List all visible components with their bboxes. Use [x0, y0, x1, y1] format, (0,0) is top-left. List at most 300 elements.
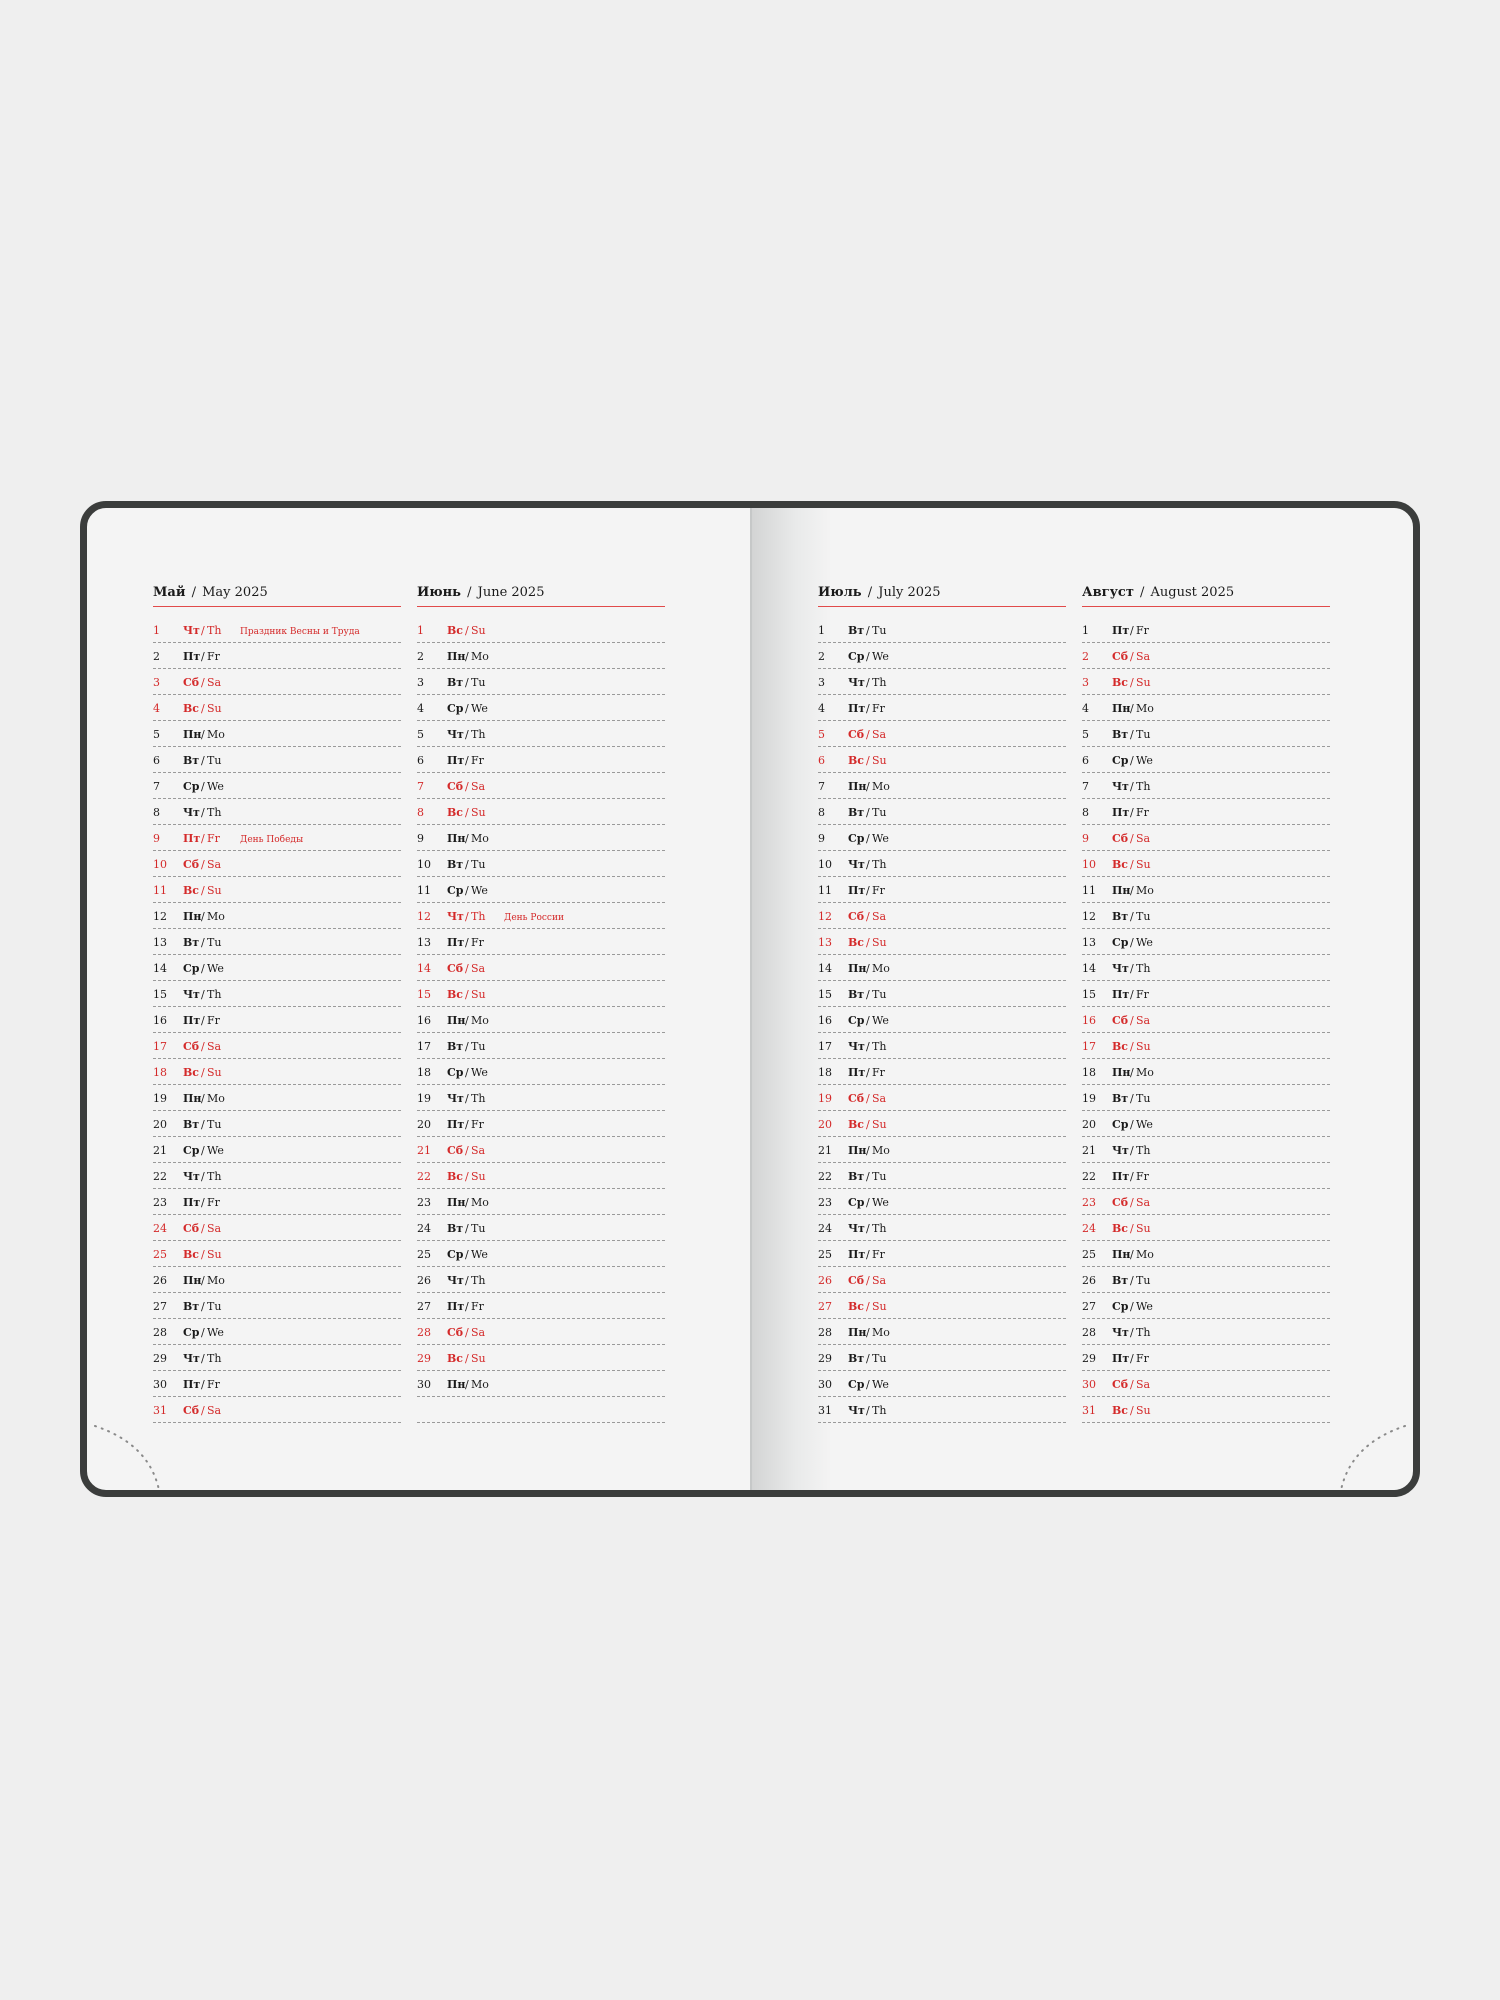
day-number: 18 [1082, 1066, 1096, 1079]
day-weekday-en: Mo [1136, 702, 1154, 715]
day-weekday-ru: Ср [848, 1014, 865, 1027]
day-row [1082, 955, 1330, 981]
day-row [1082, 1241, 1330, 1267]
day-weekday-separator: / [465, 780, 469, 793]
day-weekday-ru: Сб [183, 858, 200, 871]
day-weekday-en: We [207, 780, 224, 793]
day-weekday-separator: / [201, 624, 205, 637]
day-number: 15 [818, 988, 832, 1001]
day-weekday-ru: Чт [447, 1092, 464, 1105]
day-number: 17 [1082, 1040, 1096, 1053]
day-weekday-en: We [872, 650, 889, 663]
day-weekday-en: We [207, 962, 224, 975]
day-weekday-en: Sa [207, 858, 222, 871]
day-row [1082, 1059, 1330, 1085]
day-weekday-en: Fr [1136, 1352, 1149, 1365]
month-june [417, 584, 665, 1423]
day-weekday-ru: Ср [447, 1066, 464, 1079]
day-weekday-en: Mo [1136, 1066, 1154, 1079]
day-row [818, 1189, 1066, 1215]
day-weekday-ru: Вс [848, 1118, 864, 1131]
day-row [417, 1059, 665, 1085]
day-row [153, 1163, 401, 1189]
day-weekday-ru: Вс [447, 1352, 463, 1365]
day-weekday-separator: / [866, 988, 870, 1001]
day-weekday-en: Tu [207, 1118, 222, 1131]
day-weekday-ru: Сб [1112, 1378, 1129, 1391]
day-number: 20 [153, 1118, 167, 1131]
day-number: 19 [1082, 1092, 1096, 1105]
day-row [1082, 1163, 1330, 1189]
day-number: 20 [1082, 1118, 1096, 1131]
day-weekday-en: Mo [872, 1144, 890, 1157]
day-weekday-ru: Сб [848, 728, 865, 741]
day-row [417, 1137, 665, 1163]
day-weekday-en: Tu [471, 858, 486, 871]
day-weekday-en: We [1136, 754, 1153, 767]
day-number: 14 [1082, 962, 1096, 975]
day-weekday-separator: / [866, 1170, 870, 1183]
day-number: 26 [417, 1274, 431, 1287]
day-number: 22 [153, 1170, 167, 1183]
day-weekday-separator: / [866, 832, 870, 845]
day-number: 19 [818, 1092, 832, 1105]
day-weekday-separator: / [465, 650, 469, 663]
day-weekday-ru: Ср [447, 702, 464, 715]
day-row [153, 1085, 401, 1111]
day-weekday-separator: / [465, 936, 469, 949]
day-weekday-ru: Чт [183, 988, 200, 1001]
day-row [818, 825, 1066, 851]
day-weekday-en: Su [207, 702, 222, 715]
day-weekday-ru: Пт [1112, 1170, 1130, 1183]
day-row [1082, 1345, 1330, 1371]
day-weekday-separator: / [465, 988, 469, 1001]
day-weekday-separator: / [1130, 1196, 1134, 1209]
day-row [417, 1007, 665, 1033]
day-number: 7 [1082, 780, 1089, 793]
day-weekday-en: Fr [207, 832, 220, 845]
day-number: 15 [417, 988, 431, 1001]
day-row [417, 981, 665, 1007]
day-weekday-en: Sa [872, 910, 887, 923]
day-row [153, 1345, 401, 1371]
day-weekday-en: We [872, 1196, 889, 1209]
day-row [417, 695, 665, 721]
day-list [1082, 617, 1330, 1423]
day-weekday-ru: Сб [183, 1040, 200, 1053]
day-weekday-separator: / [1130, 1300, 1134, 1313]
day-weekday-en: Tu [1136, 1274, 1151, 1287]
day-weekday-en: Su [471, 624, 486, 637]
day-weekday-ru: Пн [447, 1196, 466, 1209]
day-weekday-en: Th [1136, 1326, 1151, 1339]
day-number: 5 [417, 728, 424, 741]
day-weekday-separator: / [201, 1170, 205, 1183]
day-weekday-en: Mo [207, 728, 225, 741]
day-number: 22 [417, 1170, 431, 1183]
day-weekday-separator: / [465, 754, 469, 767]
day-weekday-separator: / [465, 624, 469, 637]
day-row [153, 773, 401, 799]
day-weekday-en: Mo [207, 1274, 225, 1287]
day-weekday-separator: / [201, 1196, 205, 1209]
day-weekday-en: We [1136, 1300, 1153, 1313]
day-weekday-ru: Чт [848, 676, 865, 689]
day-number: 9 [818, 832, 825, 845]
day-weekday-en: Fr [1136, 988, 1149, 1001]
day-weekday-separator: / [1130, 1066, 1134, 1079]
day-row [417, 1111, 665, 1137]
day-weekday-en: Fr [872, 702, 885, 715]
day-number: 27 [1082, 1300, 1096, 1313]
day-weekday-separator: / [1130, 1404, 1134, 1417]
day-weekday-ru: Ср [183, 1326, 200, 1339]
day-number: 30 [417, 1378, 431, 1391]
day-row [818, 1111, 1066, 1137]
day-row [153, 1397, 401, 1423]
day-weekday-separator: / [866, 1040, 870, 1053]
month-name-en: June 2025 [477, 585, 545, 600]
day-number: 31 [818, 1404, 832, 1417]
day-weekday-ru: Пн [1112, 1248, 1131, 1261]
day-weekday-ru: Пн [1112, 884, 1131, 897]
day-weekday-en: Tu [207, 754, 222, 767]
day-row [818, 1085, 1066, 1111]
day-row [1082, 1319, 1330, 1345]
day-number: 29 [417, 1352, 431, 1365]
day-number: 11 [417, 884, 431, 897]
day-weekday-en: Mo [471, 832, 489, 845]
day-weekday-separator: / [201, 754, 205, 767]
day-row [818, 773, 1066, 799]
day-weekday-ru: Вт [183, 936, 200, 949]
day-weekday-ru: Чт [447, 1274, 464, 1287]
day-number: 8 [1082, 806, 1089, 819]
day-number: 11 [818, 884, 832, 897]
day-weekday-ru: Сб [183, 1404, 200, 1417]
day-weekday-separator: / [1130, 832, 1134, 845]
day-weekday-en: Sa [471, 1144, 486, 1157]
day-weekday-separator: / [465, 1066, 469, 1079]
day-number: 1 [818, 624, 825, 637]
day-row [1082, 1397, 1330, 1423]
day-weekday-en: We [1136, 1118, 1153, 1131]
spine-line [750, 508, 752, 1490]
day-weekday-en: Tu [207, 1300, 222, 1313]
day-weekday-separator: / [1130, 650, 1134, 663]
day-weekday-separator: / [1130, 728, 1134, 741]
day-number: 12 [1082, 910, 1096, 923]
day-weekday-ru: Сб [183, 676, 200, 689]
day-row [153, 799, 401, 825]
day-weekday-ru: Вт [848, 988, 865, 1001]
day-weekday-en: Su [1136, 1404, 1151, 1417]
day-weekday-separator: / [1130, 858, 1134, 871]
day-number: 25 [153, 1248, 167, 1261]
day-weekday-en: Mo [1136, 884, 1154, 897]
day-number: 13 [417, 936, 431, 949]
day-row [417, 1189, 665, 1215]
day-number: 3 [1082, 676, 1089, 689]
day-row [818, 1397, 1066, 1423]
day-weekday-en: Sa [471, 962, 486, 975]
day-number: 7 [153, 780, 160, 793]
day-weekday-ru: Чт [848, 1404, 865, 1417]
day-weekday-separator: / [1130, 806, 1134, 819]
day-weekday-en: Fr [1136, 806, 1149, 819]
day-weekday-ru: Вс [183, 884, 199, 897]
day-row [818, 721, 1066, 747]
day-weekday-separator: / [465, 702, 469, 715]
day-weekday-en: Su [207, 1248, 222, 1261]
day-weekday-ru: Вс [848, 936, 864, 949]
day-weekday-en: Mo [872, 780, 890, 793]
day-weekday-en: Sa [1136, 650, 1151, 663]
day-number: 4 [1082, 702, 1089, 715]
day-row [153, 877, 401, 903]
day-weekday-separator: / [866, 676, 870, 689]
day-weekday-en: Su [207, 884, 222, 897]
day-row [153, 643, 401, 669]
day-weekday-separator: / [1130, 1274, 1134, 1287]
day-weekday-ru: Вс [447, 988, 463, 1001]
day-weekday-ru: Ср [1112, 1300, 1129, 1313]
day-weekday-en: Fr [471, 754, 484, 767]
day-weekday-en: Su [872, 936, 887, 949]
day-weekday-ru: Ср [848, 650, 865, 663]
day-row [1082, 799, 1330, 825]
day-number: 7 [417, 780, 424, 793]
day-row [417, 1319, 665, 1345]
day-row [153, 903, 401, 929]
day-number: 23 [153, 1196, 167, 1209]
day-row [818, 903, 1066, 929]
day-weekday-ru: Пн [447, 1014, 466, 1027]
day-weekday-separator: / [866, 936, 870, 949]
day-row [818, 1215, 1066, 1241]
day-row [153, 1371, 401, 1397]
day-weekday-en: Su [471, 1170, 486, 1183]
day-row [153, 695, 401, 721]
day-weekday-separator: / [866, 1352, 870, 1365]
month-header [417, 584, 665, 607]
day-weekday-separator: / [465, 910, 469, 923]
day-number: 6 [417, 754, 424, 767]
day-row [818, 643, 1066, 669]
day-weekday-ru: Пн [848, 780, 867, 793]
day-weekday-separator: / [866, 1066, 870, 1079]
day-weekday-ru: Ср [447, 1248, 464, 1261]
day-weekday-en: Mo [872, 1326, 890, 1339]
day-weekday-en: Mo [207, 1092, 225, 1105]
day-row [1082, 1371, 1330, 1397]
day-weekday-ru: Сб [848, 1092, 865, 1105]
day-weekday-ru: Чт [848, 1040, 865, 1053]
day-row [417, 903, 665, 929]
day-weekday-separator: / [866, 702, 870, 715]
day-weekday-separator: / [866, 1196, 870, 1209]
day-row [417, 877, 665, 903]
day-weekday-separator: / [201, 1274, 205, 1287]
day-row [153, 1059, 401, 1085]
day-row [153, 929, 401, 955]
day-number: 25 [1082, 1248, 1096, 1261]
day-number: 14 [818, 962, 832, 975]
day-number: 5 [818, 728, 825, 741]
day-weekday-separator: / [1130, 962, 1134, 975]
day-number: 20 [818, 1118, 832, 1131]
day-weekday-separator: / [465, 1378, 469, 1391]
day-weekday-separator: / [201, 806, 205, 819]
day-number: 8 [417, 806, 424, 819]
day-weekday-ru: Чт [183, 1352, 200, 1365]
day-weekday-separator: / [866, 1144, 870, 1157]
day-weekday-separator: / [866, 1014, 870, 1027]
day-weekday-separator: / [465, 1118, 469, 1131]
day-weekday-separator: / [201, 1248, 205, 1261]
day-weekday-separator: / [201, 1066, 205, 1079]
day-weekday-ru: Вс [1112, 858, 1128, 871]
day-weekday-separator: / [465, 1248, 469, 1261]
day-weekday-separator: / [465, 1170, 469, 1183]
day-row [153, 955, 401, 981]
day-weekday-ru: Сб [1112, 832, 1129, 845]
day-weekday-ru: Пт [848, 884, 866, 897]
day-weekday-separator: / [201, 1118, 205, 1131]
day-row [1082, 1137, 1330, 1163]
day-weekday-en: Fr [471, 1300, 484, 1313]
day-weekday-separator: / [465, 676, 469, 689]
day-weekday-separator: / [201, 728, 205, 741]
day-row [818, 1137, 1066, 1163]
day-weekday-en: Sa [207, 676, 222, 689]
day-weekday-ru: Чт [183, 624, 200, 637]
day-weekday-separator: / [1130, 1014, 1134, 1027]
day-weekday-separator: / [465, 1196, 469, 1209]
day-number: 3 [417, 676, 424, 689]
day-number: 18 [153, 1066, 167, 1079]
day-number: 9 [153, 832, 160, 845]
day-weekday-ru: Пт [183, 1014, 201, 1027]
day-weekday-ru: Вс [183, 702, 199, 715]
day-weekday-separator: / [465, 832, 469, 845]
day-weekday-ru: Сб [1112, 1014, 1129, 1027]
day-number: 10 [1082, 858, 1096, 871]
day-weekday-en: We [1136, 936, 1153, 949]
day-weekday-ru: Чт [183, 806, 200, 819]
day-weekday-en: Sa [1136, 832, 1151, 845]
day-weekday-en: Mo [872, 962, 890, 975]
day-weekday-separator: / [465, 806, 469, 819]
day-weekday-en: Mo [1136, 1248, 1154, 1261]
day-number: 6 [818, 754, 825, 767]
day-weekday-ru: Пт [848, 702, 866, 715]
day-weekday-separator: / [201, 1300, 205, 1313]
day-weekday-separator: / [201, 1222, 205, 1235]
day-weekday-separator: / [465, 1014, 469, 1027]
day-weekday-ru: Сб [183, 1222, 200, 1235]
month-name-en: August 2025 [1150, 585, 1235, 600]
day-weekday-en: Su [872, 754, 887, 767]
day-row [417, 721, 665, 747]
day-weekday-en: Tu [471, 676, 486, 689]
day-row [818, 1319, 1066, 1345]
day-weekday-en: Tu [872, 806, 887, 819]
day-weekday-separator: / [1130, 676, 1134, 689]
month-header [153, 584, 401, 607]
day-weekday-ru: Пн [848, 962, 867, 975]
day-number: 10 [417, 858, 431, 871]
day-number: 3 [153, 676, 160, 689]
day-weekday-en: Fr [207, 1196, 220, 1209]
day-weekday-ru: Сб [447, 1326, 464, 1339]
day-weekday-ru: Пт [183, 1196, 201, 1209]
day-weekday-en: Tu [207, 936, 222, 949]
day-number: 29 [153, 1352, 167, 1365]
day-weekday-ru: Вт [183, 1300, 200, 1313]
day-row [1082, 1189, 1330, 1215]
day-row [153, 1033, 401, 1059]
day-number: 1 [153, 624, 160, 637]
day-weekday-en: Sa [471, 1326, 486, 1339]
day-weekday-ru: Пт [1112, 1352, 1130, 1365]
day-weekday-en: Fr [471, 936, 484, 949]
day-row [153, 851, 401, 877]
day-number: 12 [153, 910, 167, 923]
day-weekday-ru: Сб [848, 1274, 865, 1287]
day-row [153, 1215, 401, 1241]
day-weekday-ru: Пт [1112, 988, 1130, 1001]
month-separator: / [187, 585, 201, 600]
day-row [1082, 981, 1330, 1007]
day-weekday-en: Th [1136, 780, 1151, 793]
day-number: 30 [818, 1378, 832, 1391]
day-row [1082, 929, 1330, 955]
day-weekday-separator: / [201, 910, 205, 923]
day-weekday-separator: / [201, 936, 205, 949]
day-weekday-separator: / [201, 1378, 205, 1391]
day-number: 27 [417, 1300, 431, 1313]
day-row [818, 1293, 1066, 1319]
day-number: 6 [1082, 754, 1089, 767]
day-weekday-en: Su [471, 988, 486, 1001]
day-weekday-ru: Вт [183, 754, 200, 767]
day-number: 24 [153, 1222, 167, 1235]
day-weekday-en: Fr [872, 1248, 885, 1261]
day-list [153, 617, 401, 1423]
day-list [818, 617, 1066, 1423]
day-weekday-separator: / [201, 832, 205, 845]
day-weekday-ru: Пн [183, 910, 202, 923]
day-number: 13 [818, 936, 832, 949]
day-weekday-separator: / [1130, 988, 1134, 1001]
day-weekday-separator: / [866, 754, 870, 767]
day-weekday-en: Th [872, 1040, 887, 1053]
day-row [417, 617, 665, 643]
day-row [1082, 669, 1330, 695]
day-weekday-separator: / [201, 962, 205, 975]
day-number: 29 [818, 1352, 832, 1365]
day-row [153, 981, 401, 1007]
day-row [818, 1059, 1066, 1085]
day-weekday-en: Th [207, 1352, 222, 1365]
day-row [818, 981, 1066, 1007]
day-weekday-ru: Пн [848, 1144, 867, 1157]
day-number: 8 [153, 806, 160, 819]
day-number: 31 [1082, 1404, 1096, 1417]
month-name-ru: Июль [818, 585, 862, 600]
